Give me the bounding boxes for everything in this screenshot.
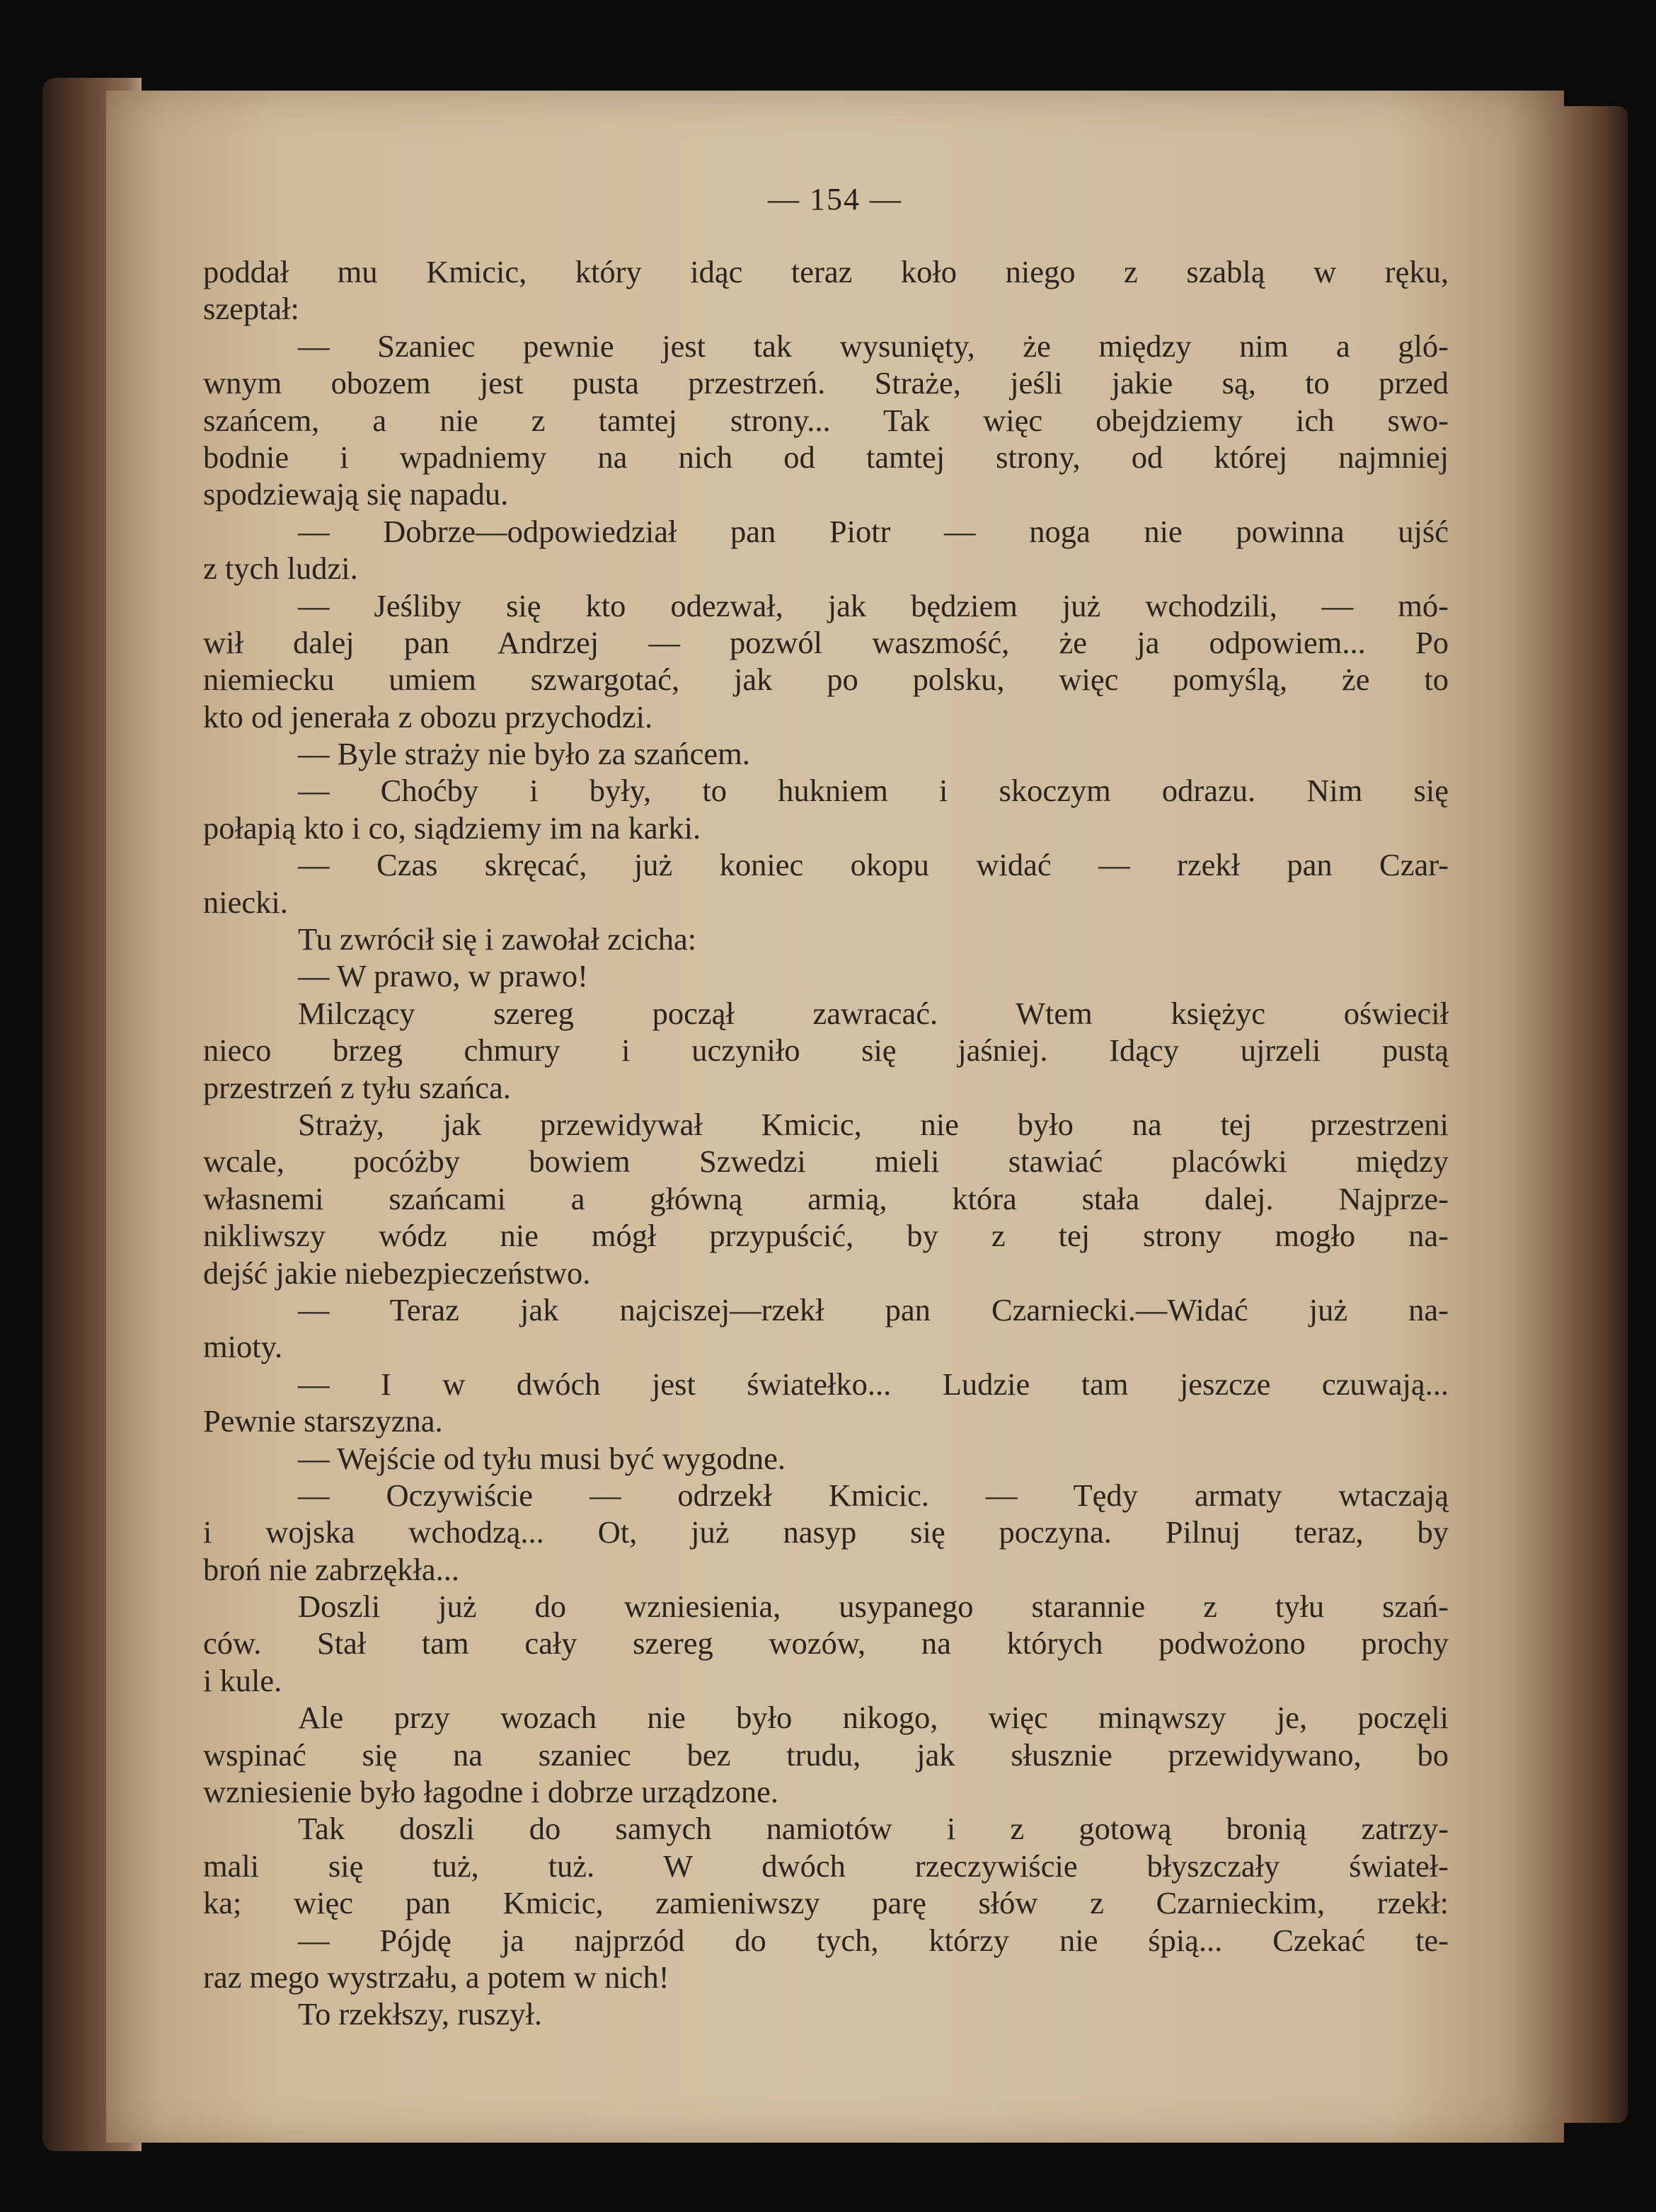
- text-line: wspinać się na szaniec bez trudu, jak słusznie przewidywano, bo: [203, 1736, 1449, 1773]
- text-line: — Oczywiście — odrzekł Kmicic. — Tędy armaty wtaczają: [298, 1477, 1449, 1513]
- text-line: szańcem, a nie z tamtej strony... Tak więc obejdziemy ich swo-: [203, 402, 1449, 438]
- text-line: broń nie zabrzękła...: [203, 1551, 459, 1587]
- text-line: — Szaniec pewnie jest tak wysunięty, że między nim a gló-: [298, 328, 1449, 364]
- text-line: wnym obozem jest pusta przestrzeń. Straże, jeśli jakie są, to przed: [203, 365, 1449, 401]
- text-line: połapią kto i co, siądziemy im na karki.: [203, 810, 701, 846]
- text-line: Straży, jak przewidywał Kmicic, nie było na tej przestrzeni: [298, 1106, 1449, 1142]
- text-line: i kule.: [203, 1662, 282, 1698]
- text-line: kto od jenerała z obozu przychodzi.: [203, 698, 653, 735]
- text-line: ców. Stał tam cały szereg wozów, na których podwożono prochy: [203, 1625, 1449, 1661]
- text-line: — Pójdę ja najprzód do tych, którzy nie śpią... Czekać te-: [298, 1922, 1449, 1958]
- text-line: Ale przy wozach nie było nikogo, więc minąwszy je, poczęli: [298, 1700, 1449, 1736]
- text-line: Tu zwrócił się i zawołał zcicha:: [298, 921, 697, 957]
- text-line: — Teraz jak najciszej—rzekł pan Czarniecki.—Widać już na-: [298, 1291, 1449, 1327]
- text-line: mali się tuż, tuż. W dwóch rzeczywiście błyszczały świateł-: [203, 1848, 1449, 1884]
- text-line: — W prawo, w prawo!: [298, 958, 588, 994]
- text-line: spodziewają się napadu.: [203, 476, 509, 512]
- text-line: Pewnie starszyzna.: [203, 1403, 443, 1439]
- text-line: bodnie i wpadniemy na nich od tamtej strony, od której najmniej: [203, 439, 1449, 475]
- text-line: dejść jakie niebezpieczeństwo.: [203, 1255, 591, 1291]
- text-line: wzniesienie było łagodne i dobrze urządzone.: [203, 1774, 779, 1810]
- text-line: — I w dwóch jest światełko... Ludzie tam jeszcze czuwają...: [298, 1366, 1449, 1402]
- page-number: — 154 —: [768, 182, 902, 217]
- text-line: nieco brzeg chmury i uczyniło się jaśniej. Idący ujrzeli pustą: [203, 1032, 1449, 1068]
- text-line: — Choćby i były, to hukniem i skoczym odrazu. Nim się: [298, 773, 1449, 809]
- text-line: ka; więc pan Kmicic, zamieniwszy parę słów z Czarnieckim, rzekł:: [203, 1885, 1449, 1921]
- text-line: poddał mu Kmicic, który idąc teraz koło niego z szablą w ręku,: [203, 254, 1449, 289]
- text-line: wcale, pocóżby bowiem Szwedzi mieli stawiać placówki między: [203, 1144, 1449, 1180]
- text-line: — Wejście od tyłu musi być wygodne.: [298, 1440, 786, 1476]
- text-line: niemiecku umiem szwargotać, jak po polsku, więc pomyślą, że to: [203, 662, 1449, 698]
- text-line: To rzekłszy, ruszył.: [298, 1996, 542, 2032]
- text-line: przestrzeń z tyłu szańca.: [203, 1069, 511, 1105]
- text-line: — Dobrze—odpowiedział pan Piotr — noga nie powinna ujść: [298, 513, 1449, 549]
- text-line: mioty.: [203, 1329, 283, 1365]
- text-line: niecki.: [203, 884, 288, 920]
- text-line: raz mego wystrzału, a potem w nich!: [203, 1959, 669, 1995]
- text-line: nikliwszy wódz nie mógł przypuścić, by z tej strony mogło na-: [203, 1218, 1449, 1254]
- text-line: szeptał:: [203, 291, 299, 327]
- text-line: z tych ludzi.: [203, 551, 358, 587]
- text-line: i wojska wchodzą... Ot, już nasyp się poczyna. Pilnuj teraz, by: [203, 1514, 1449, 1550]
- text-line: — Byle straży nie było za szańcem.: [298, 736, 750, 772]
- text-line: Tak doszli do samych namiotów i z gotową bronią zatrzy-: [298, 1811, 1449, 1847]
- text-line: Doszli już do wzniesienia, usypanego starannie z tyłu szań-: [298, 1589, 1449, 1625]
- text-line: — Czas skręcać, już koniec okopu widać — rzekł pan Czar-: [298, 847, 1449, 883]
- page-body-text: [203, 253, 1449, 2033]
- text-line: — Jeśliby się kto odezwał, jak będziem już wchodzili, — mó-: [298, 587, 1449, 623]
- text-line: Milczący szereg począł zawracać. Wtem księżyc oświecił: [298, 995, 1449, 1031]
- text-line: wił dalej pan Andrzej — pozwól waszmość, że ja odpowiem... Po: [203, 624, 1449, 660]
- text-line: własnemi szańcami a główną armią, która stała dalej. Najprze-: [203, 1180, 1449, 1216]
